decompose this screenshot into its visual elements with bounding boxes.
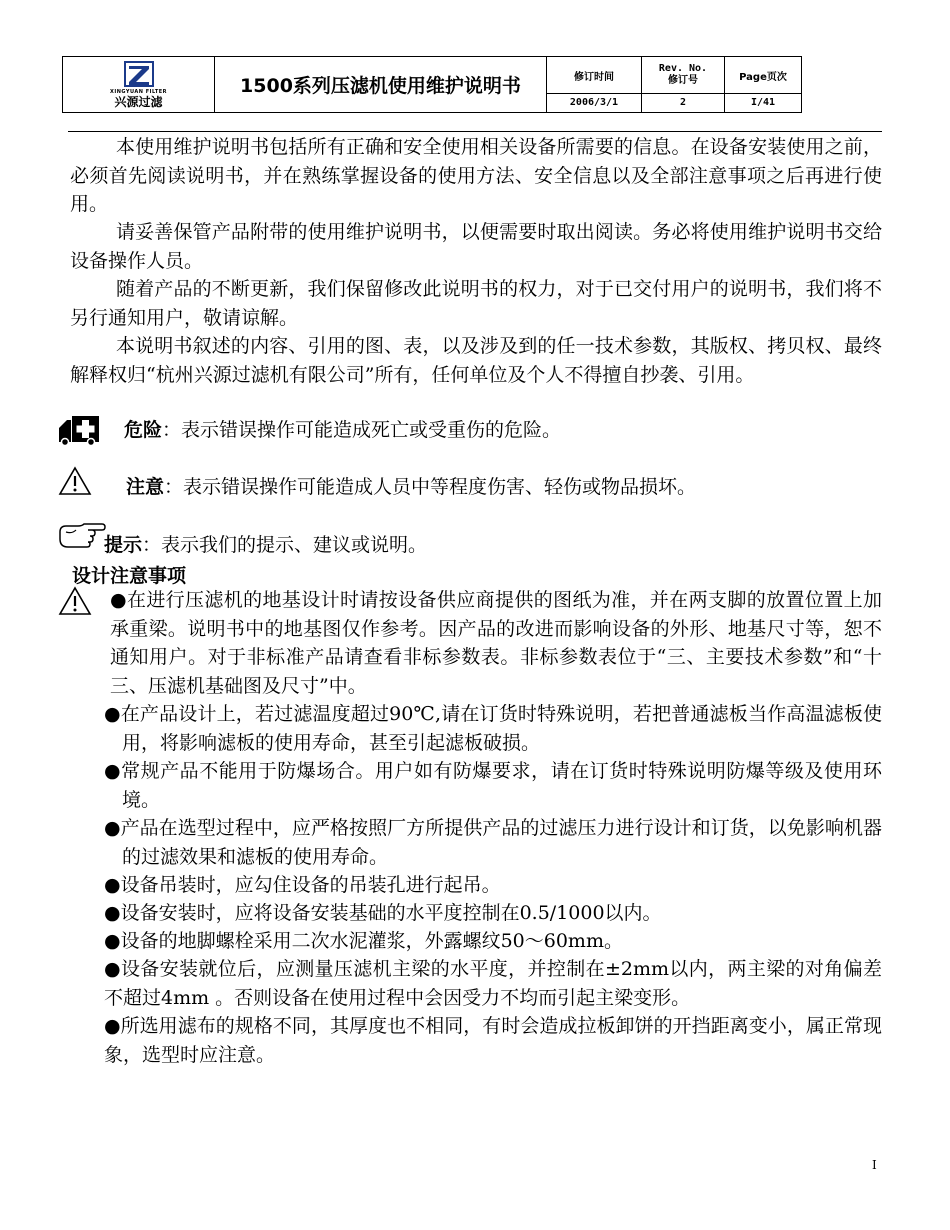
logo-chinese-text: 兴源过滤 — [114, 94, 163, 109]
revision-no-label-cn: 修订号 — [668, 74, 698, 86]
logo-english-text: XINGYUAN FILTER — [109, 88, 168, 95]
design-item-3: ●常规产品不能用于防爆场合。用户如有防爆要求，请在订货时特殊说明防爆等级及使用环境。 — [104, 760, 882, 811]
caution-label: 注意 — [126, 476, 165, 498]
design-item-7: ●设备的地脚螺栓采用二次水泥灌浆，外露螺纹50～60mm。 — [104, 930, 623, 952]
danger-label: 危险 — [124, 419, 163, 441]
document-header — [62, 56, 802, 113]
intro-paragraph-2: 请妥善保管产品附带的使用维护说明书，以便需要时取出阅读。务必将使用维护说明书交给设备操作人员。 — [70, 221, 882, 272]
revision-date-label: 修订时间 — [574, 72, 614, 84]
caution-notice — [126, 473, 696, 501]
intro-paragraph-3: 随着产品的不断更新，我们保留修改此说明书的权力，对于已交付用户的说明书，我们将不另行通知用户，敬请谅解。 — [70, 278, 882, 329]
danger-notice — [124, 416, 561, 444]
revision-no-value: 2 — [642, 93, 725, 112]
logo-cell — [63, 57, 215, 113]
ambulance-danger-icon — [57, 414, 101, 446]
tip-notice — [104, 531, 427, 559]
design-item-2: ●在产品设计上，若过滤温度超过90℃,请在订货时特殊说明，若把普通滤板当作高温滤板使用，将影响滤板的使用寿命，甚至引起滤板破损。 — [104, 703, 882, 754]
pointing-hand-icon — [58, 522, 106, 548]
design-item-6: ●设备安装时，应将设备安装基础的水平度控制在0.5/1000以内。 — [104, 902, 662, 924]
revision-no-label-cell — [642, 57, 725, 94]
design-item-9: ●所选用滤布的规格不同，其厚度也不相同，有时会造成拉板卸饼的开挡距离变小，属正常现象，选型时应注意。 — [104, 1015, 882, 1066]
intro-paragraph-1: 本使用维护说明书包括所有正确和安全使用相关设备所需要的信息。在设备安装使用之前，必须首先阅读说明书，并在熟练掌握设备的使用方法、安全信息以及全部注意事项之后再进行使用。 — [70, 136, 882, 215]
intro-paragraph-4: 本说明书叙述的内容、引用的图、表，以及涉及到的任一技术参数，其版权、拷贝权、最终解释权归“杭州兴源过滤机有限公司”所有，任何单位及个人不得擅自抄袭、引用。 — [70, 335, 882, 386]
header-rule — [68, 131, 882, 132]
tip-label: 提示 — [104, 534, 143, 556]
warning-triangle-icon — [58, 466, 92, 496]
design-item-1: ●在进行压滤机的地基设计时请按设备供应商提供的图纸为准，并在两支脚的放置位置上加承重梁。说明书中的地基图仅作参考。因产品的改进而影响设备的外形、地基尺寸等，恕不通知用户。对于非标准产品请查看非标参数表。非标参数表位于“三、主要技术参数”和“十三、压滤机基础图及尺寸”中。 — [110, 589, 882, 697]
revision-date-label-cell — [547, 57, 642, 94]
xingyuan-logo-icon — [124, 61, 154, 89]
design-notes-heading: 设计注意事项 — [72, 565, 187, 587]
revision-no-label-en: Rev. No. — [658, 62, 708, 74]
danger-text: ：表示错误操作可能造成死亡或受重伤的危险。 — [162, 419, 562, 441]
design-item-8: ●设备安装就位后，应测量压滤机主梁的水平度，并控制在±2mm以内，两主梁的对角偏差不超过4mm 。否则设备在使用过程中会因受力不均而引起主梁变形。 — [104, 958, 882, 1009]
design-item-5: ●设备吊装时，应勾住设备的吊装孔进行起吊。 — [104, 874, 501, 896]
company-logo — [63, 61, 214, 109]
revision-date-value: 2006/3/1 — [547, 93, 642, 112]
tip-text: ：表示我们的提示、建议或说明。 — [142, 534, 428, 556]
page-value: I/41 — [725, 93, 802, 112]
design-warning-triangle-icon — [58, 586, 92, 616]
page-number: I — [872, 1158, 877, 1172]
page-label-cell — [725, 57, 802, 94]
page-label: Page页次 — [739, 72, 787, 84]
design-item-4: ●产品在选型过程中，应严格按照厂方所提供产品的过滤压力进行设计和订货，以免影响机器的过滤效果和滤板的使用寿命。 — [104, 817, 882, 868]
caution-text: ：表示错误操作可能造成人员中等程度伤害、轻伤或物品损坏。 — [164, 476, 697, 498]
document-title: 1500系列压滤机使用维护说明书 — [215, 57, 547, 113]
